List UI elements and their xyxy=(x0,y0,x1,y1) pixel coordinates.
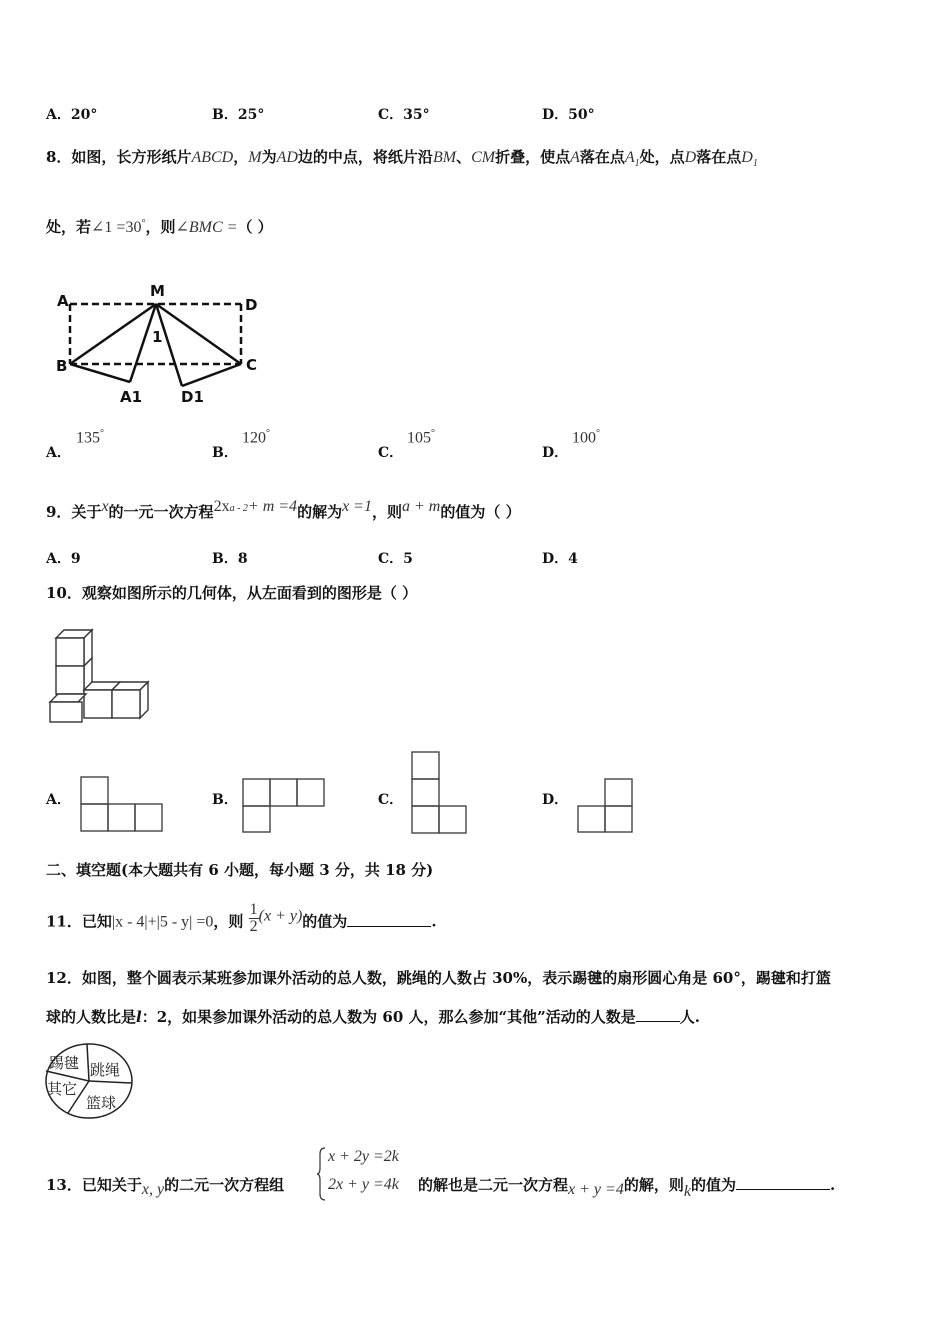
q13-stem-left: 13．已知关于x, y的二元一次方程组 xyxy=(46,1176,285,1198)
q10-option-b-figure xyxy=(242,778,326,834)
section-2-heading: 二、填空题(本大题共有 6 小题，每小题 3 分，共 18 分) xyxy=(46,861,434,879)
pie-divider-right xyxy=(89,1081,132,1083)
q10-option-b: B． xyxy=(212,792,238,808)
q9-option-c: C．5 xyxy=(378,551,413,567)
pie-label-tijian: 踢毽 xyxy=(49,1054,80,1072)
q13-answer-blank[interactable] xyxy=(736,1175,830,1190)
q11-stem: 11．已知|x - 4|+|5 - y| =0，则 $\frac{1}{2}$ (x + y)的值为 . xyxy=(46,901,437,935)
q13-system-brace xyxy=(316,1146,326,1202)
fold-line-bm xyxy=(70,304,156,364)
q8-stem-line2: 处，若∠1 =30°，则∠BMC =（ ） xyxy=(46,218,273,236)
q9-option-b: B．8 xyxy=(212,551,248,567)
q7-option-a: A．20° xyxy=(46,107,98,123)
q10-stem: 10．观察如图所示的几何体，从左面看到的图形是（ ） xyxy=(46,584,418,602)
edge-b-a1 xyxy=(70,364,130,382)
q9-stem: 9．关于x的一元一次方程$2x^{a - 2}+ m =4$的解为x =1，则a + m的值为（ ） xyxy=(46,498,521,521)
label-a1: A1 xyxy=(120,388,143,406)
q8-option-d: D． xyxy=(542,445,569,461)
q13-stem-right: 的解也是二元一次方程x + y =4的解，则k的值为 . xyxy=(418,1176,836,1200)
q9-option-a: A．9 xyxy=(46,551,81,567)
q12-answer-blank[interactable] xyxy=(636,1007,680,1022)
fold-line-cm xyxy=(156,304,241,364)
q10-option-c-figure xyxy=(411,751,469,835)
q10-solid-figure xyxy=(46,626,152,726)
label-m: M xyxy=(150,282,165,300)
q10-option-c: C． xyxy=(378,792,404,808)
q13-equation-2: 2x + y =4k xyxy=(328,1176,399,1193)
q13-equation-1: x + 2y =2k xyxy=(328,1148,399,1165)
q8-option-d-value: 100° xyxy=(572,428,600,447)
q7-option-d: D．50° xyxy=(542,107,595,123)
q8-option-c-value: 105° xyxy=(407,428,435,447)
q10-option-a: A． xyxy=(46,792,71,808)
pie-label-lanqiu: 篮球 xyxy=(86,1094,117,1112)
q8-option-b-value: 120° xyxy=(242,428,270,447)
q8-fold-figure xyxy=(52,280,272,408)
q11-answer-blank[interactable] xyxy=(347,912,431,927)
q12-line1: 12．如图，整个圆表示某班参加课外活动的总人数，跳绳的人数占 30%，表示踢毽的扇形圆心角是 60°，踢毽和打篮 xyxy=(46,969,831,987)
label-d1: D1 xyxy=(181,388,204,406)
q10-option-d: D． xyxy=(542,792,569,808)
q9-option-d: D．4 xyxy=(542,551,578,567)
q8-option-a: A． xyxy=(46,445,71,461)
edge-d1-c xyxy=(182,364,241,386)
pie-label-tiaosheng: 跳绳 xyxy=(90,1061,121,1079)
q11-fraction: $\frac{1}{2}$ xyxy=(249,901,258,935)
q12-pie-chart xyxy=(44,1041,136,1121)
label-d: D xyxy=(245,296,258,314)
q10-option-a-figure xyxy=(80,776,164,834)
label-angle-1: 1 xyxy=(152,328,163,346)
q10-option-d-figure xyxy=(577,778,635,834)
label-a: A xyxy=(57,292,69,310)
label-b: B xyxy=(56,357,68,375)
pie-divider-top xyxy=(87,1044,89,1081)
q12-line2: 球的人数比是l：2，如果参加课外活动的总人数为 60 人，那么参加“其他”活动的人数是 人. xyxy=(46,1008,700,1026)
label-c: C xyxy=(246,356,258,374)
q8-stem-line1: 8．如图，长方形纸片ABCD，M为AD边的中点，将纸片沿BM、CM折叠，使点A落在点$A_1$处，点D落在点$D_1$ xyxy=(46,148,758,169)
q8-option-a-value: 135° xyxy=(76,428,104,447)
q7-option-b: B．25° xyxy=(212,107,265,123)
q7-option-c: C．35° xyxy=(378,107,430,123)
pie-label-qita: 其它 xyxy=(47,1080,78,1098)
q8-option-b: B． xyxy=(212,445,238,461)
q8-option-c: C． xyxy=(378,445,404,461)
